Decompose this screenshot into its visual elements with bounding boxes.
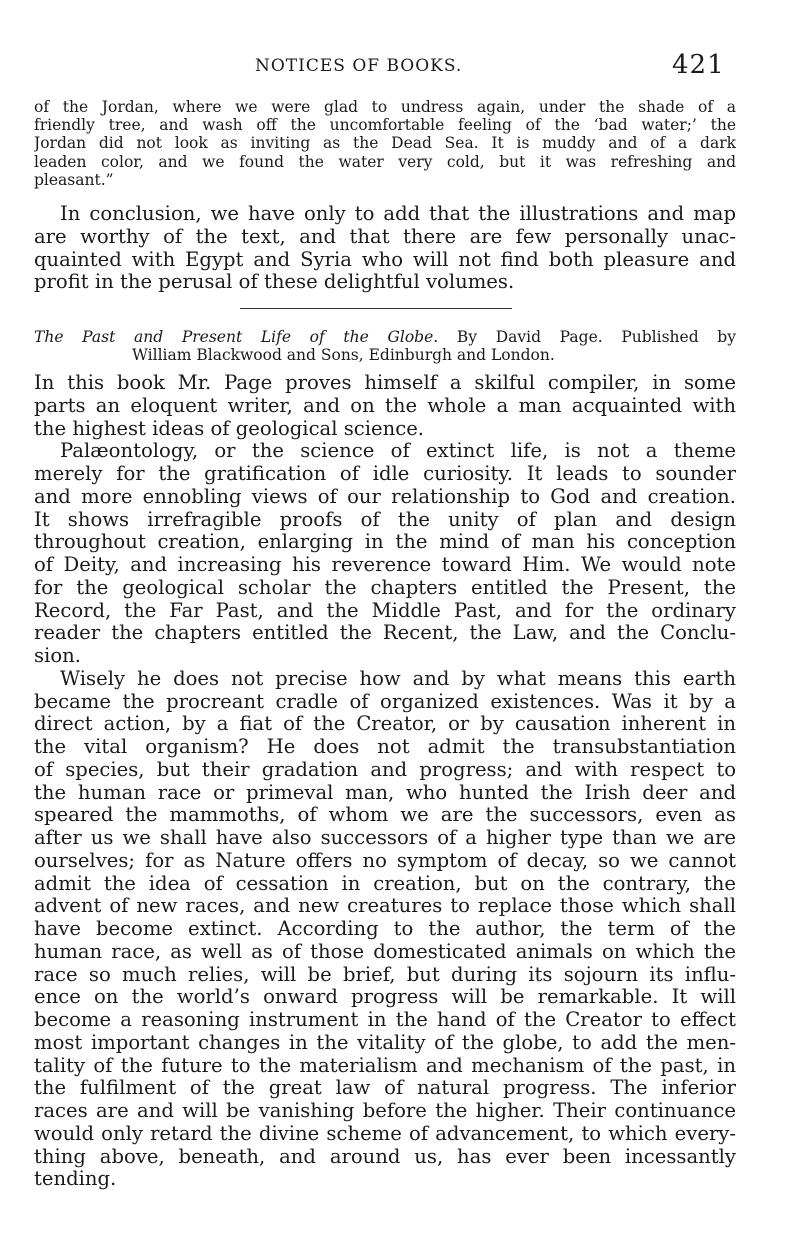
text-line: speared the mammoths, of whom we are the successors, even as [34,804,736,827]
book-citation [34,328,736,364]
text-line: Record, the Far Past, and the Middle Past, and for the ordinary [34,599,736,622]
text-line: Palæontology, or the science of extinct life, is not a theme [60,440,736,463]
text-line: have become extinct. According to the author, the term of the [34,918,736,940]
text-line: and more ennobling views of our relationship to God and creation. [34,485,736,508]
text-line: became the procreant cradle of organized existences. Was it by a [34,690,736,713]
text-line: throughout creation, enlarging in the mind of man his conception [34,531,736,554]
review-body [34,372,736,1191]
text-line: the human race or primeval man, who hunted the Irish deer and [34,781,736,804]
text-line: admit the idea of cessation in creation, but on the contrary, the [34,872,736,895]
text-line: ourselves; for as Nature offers no symptom of decay, so we cannot [34,849,736,872]
text-line: Jordan did not look as inviting as the Dead Sea. It is muddy and of a dark [34,134,736,153]
text-line: quainted with Egypt and Syria who will not find both pleasure and [34,248,736,271]
text-line: sion. [34,645,81,667]
text-line: merely for the gratification of idle curiosity. It leads to sounder [34,463,736,485]
text-line: of Deity, and increasing his reverence toward Him. We would note [34,554,736,576]
text-line: after us we shall have also successors of a higher type than we are [34,827,736,849]
conclusion-paragraph [34,203,736,294]
page-header [0,50,793,80]
text-line: In this book Mr. Page proves himself a skilful compiler, in some [34,372,736,394]
text-line: races are and will be vanishing before the higher. Their continuance [34,1100,736,1122]
text-line: parts an eloquent writer, and on the whole a man acquainted with [34,394,736,417]
text-line: friendly tree, and wash off the uncomfortable feeling of the ‘bad water;’ the [34,116,736,135]
text-line: ence on the world’s onward progress will be remarkable. It will [34,986,736,1009]
text-line: In conclusion, we have only to add that the illustrations and map [60,203,736,225]
text-line: pleasant.” [34,170,114,189]
text-line: thing above, beneath, and around us, has ever been incessantly [34,1145,736,1168]
text-line: the fulfilment of the great law of natural progress. The inferior [34,1077,736,1100]
text-line: would only retard the divine scheme of advancement, to which every- [34,1122,736,1145]
text-line: tality of the future to the materialism and mechanism of the past, in [34,1054,736,1077]
publisher-line: William Blackwood and Sons, Edinburgh and London. [132,346,555,365]
text-line: profit in the perusal of these delightful volumes. [34,271,515,294]
text-line: for the geological scholar the chapters entitled the Present, the [34,576,736,599]
text-line: the highest ideas of geological science. [34,417,425,440]
running-title: NOTICES OF BOOKS. [255,56,463,76]
section-divider [240,308,512,309]
text-line: human race, as well as of those domesticated animals on which the [34,940,736,963]
text-line: direct action, by a fiat of the Creator, or by causation inherent in [34,713,736,736]
quote-paragraph [34,98,736,189]
text-line: become a reasoning instrument in the hand of the Creator to effect [34,1009,736,1031]
text-line: of the Jordan, where we were glad to undress again, under the shade of a [34,98,736,116]
text-line: reader the chapters entitled the Recent, the Law, and the Conclu- [34,622,736,645]
text-line: race so much relies, will be brief, but during its sojourn its influ- [34,963,736,986]
text-line: advent of new races, and new creatures to replace those which shall [34,895,736,918]
text-line: tending. [34,1168,117,1191]
text-line: the vital organism? He does not admit the transubstantiation [34,736,736,758]
text-line: most important changes in the vitality of the globe, to add the men- [34,1031,736,1054]
text-line: It shows irrefragible proofs of the unity of plan and design [34,508,736,531]
author-publisher: By David Page. Published by [456,328,736,346]
citation-line [34,328,736,346]
text-line: leaden color, and we found the water very cold, but it was refreshing and [34,152,736,171]
text-line: are worthy of the text, and that there are few personally unac- [34,225,736,248]
text-line: Wisely he does not precise how and by what means this earth [60,667,736,690]
text-line: of species, but their gradation and progress; and with respect to [34,758,736,781]
page-number: 421 [672,50,725,80]
book-title: The Past and Present Life of the Globe. [34,328,439,346]
